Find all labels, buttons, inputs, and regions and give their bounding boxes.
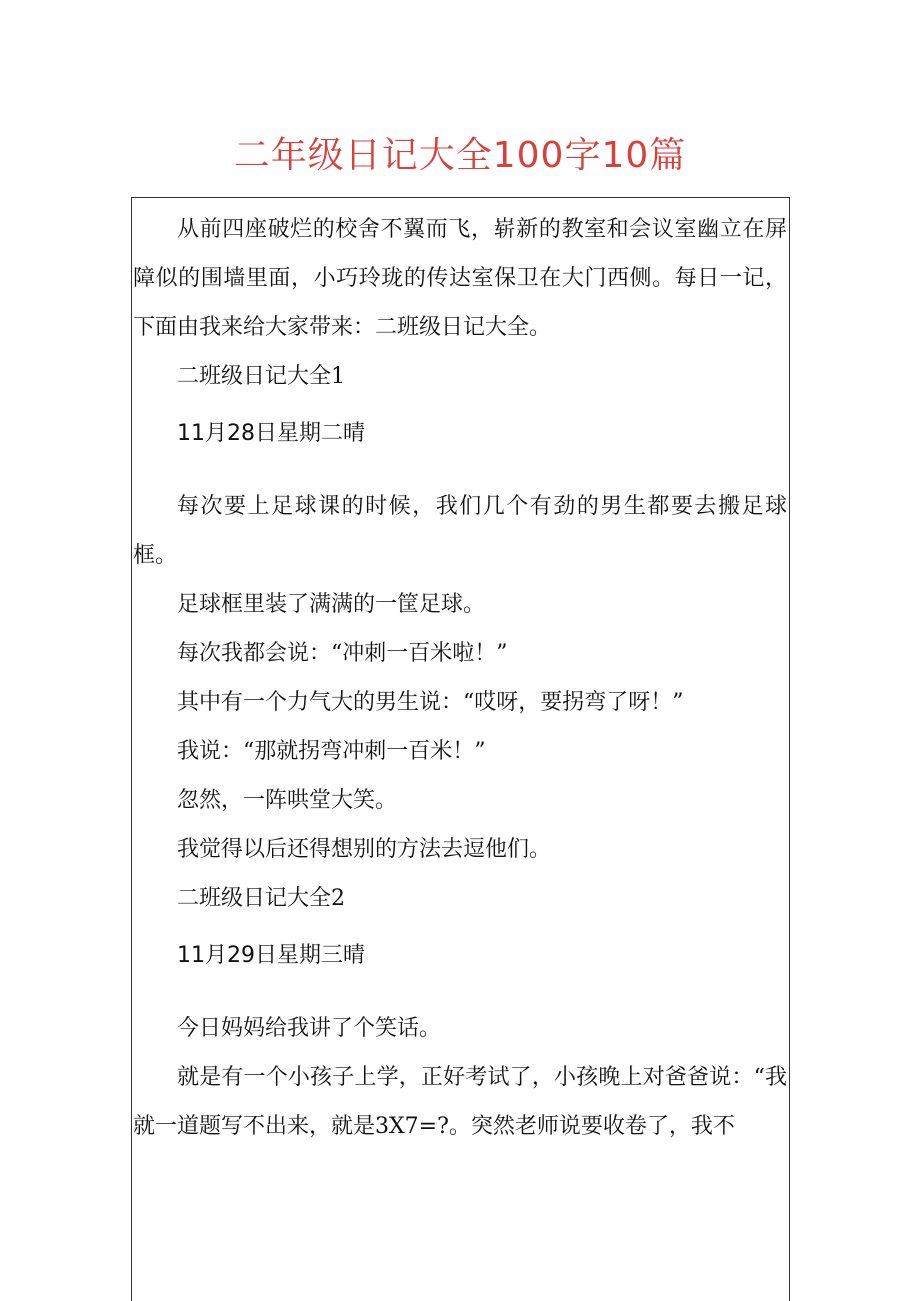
diary-paragraph: 每次我都会说：“冲刺一百米啦！” <box>177 641 508 666</box>
diary-paragraph: 每次要上足球课的时候，我们几个有劲的男生都要去搬足球框。 <box>133 494 787 568</box>
diary-paragraph: 就是有一个小孩子上学，正好考试了，小孩晚上对爸爸说：“我就一道题写不出来，就是3X7=?。突然老师说要收卷了，我不 <box>133 1065 787 1139</box>
diary-date-2: 11月29日星期三晴 <box>177 943 365 968</box>
section-heading-2: 二班级日记大全2 <box>177 886 345 911</box>
section-heading-1: 二班级日记大全1 <box>177 364 345 389</box>
diary-paragraph: 我说：“那就拐弯冲刺一百米！” <box>177 739 486 764</box>
document-body <box>133 205 787 1151</box>
diary-paragraph: 足球框里装了满满的一筐足球。 <box>177 592 486 617</box>
diary-paragraph: 其中有一个力气大的男生说：“哎呀，要拐弯了呀！” <box>177 690 684 715</box>
diary-paragraph: 我觉得以后还得想别的方法去逗他们。 <box>177 837 552 862</box>
diary-paragraph: 忽然，一阵哄堂大笑。 <box>177 788 398 813</box>
intro-paragraph: 从前四座破烂的校舍不翼而飞，崭新的教室和会议室幽立在屏障似的围墙里面，小巧玲珑的传达室保卫在大门西侧。每日一记，下面由我来给大家带来：二班级日记大全。 <box>133 217 787 340</box>
document-title: 二年级日记大全100字10篇 <box>233 135 687 176</box>
diary-date-1: 11月28日星期二晴 <box>177 421 365 446</box>
diary-paragraph: 今日妈妈给我讲了个笑话。 <box>177 1016 442 1041</box>
